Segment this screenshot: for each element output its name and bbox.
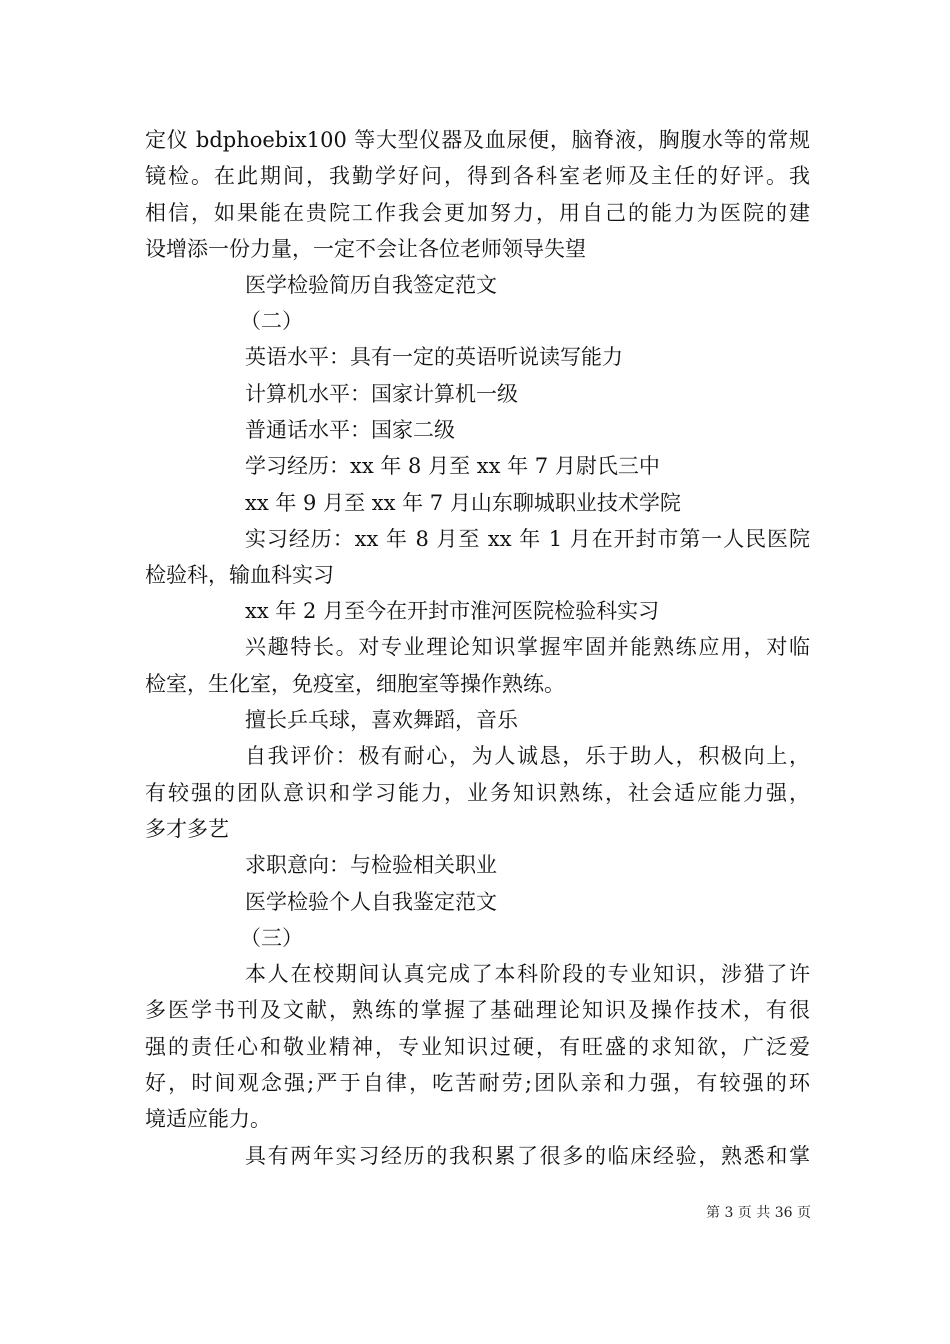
text-line: 有较强的团队意识和学习能力，业务知识熟练，社会适应能力强， [145, 781, 810, 805]
text-line: 实习经历：xx 年 8 月至 xx 年 1 月在开封市第一人民医院 [245, 527, 810, 551]
text-line: 计算机水平：国家计算机一级 [245, 382, 518, 406]
text-line: 英语水平：具有一定的英语听说读写能力 [245, 345, 623, 369]
text-line: 定仪 bdphoebix100 等大型仪器及血尿便，脑脊液，胸腹水等的常规 [145, 128, 810, 152]
text-line: 求职意向：与检验相关职业 [245, 853, 497, 877]
text-line: 本人在校期间认真完成了本科阶段的专业知识，涉猎了许 [245, 962, 810, 986]
text-line: 多才多艺 [145, 817, 229, 841]
text-line: 相信，如果能在贵院工作我会更加努力，用自己的能力为医院的建 [145, 201, 810, 225]
page-number: 第 3 页 共 36 页 [706, 1205, 811, 1221]
section-heading: 医学检验简历自我签定范文 [245, 273, 497, 297]
text-line: 自我评价：极有耐心，为人诚恳，乐于助人，积极向上， [245, 744, 810, 768]
text-line: 镜检。在此期间，我勤学好问，得到各科室老师及主任的好评。我 [145, 164, 810, 188]
text-line: 兴趣特长。对专业理论知识掌握牢固并能熟练应用，对临 [245, 635, 810, 659]
text-line: 境适应能力。 [145, 1107, 271, 1131]
text-line: 擅长乒乓球，喜欢舞蹈，音乐 [245, 708, 518, 732]
text-line: 检室，生化室，免疫室，细胞室等操作熟练。 [145, 672, 565, 696]
text-line: 设增添一份力量，一定不会让各位老师领导失望 [145, 237, 586, 261]
text-line: 学习经历：xx 年 8 月至 xx 年 7 月尉氏三中 [245, 454, 660, 478]
section-number: （三） [240, 926, 303, 950]
section-heading: 医学检验个人自我鉴定范文 [245, 890, 497, 914]
text-line: 具有两年实习经历的我积累了很多的临床经验，熟悉和掌 [245, 1144, 810, 1168]
text-line: 强的责任心和敬业精神，专业知识过硬，有旺盛的求知欲，广泛爱 [145, 1035, 810, 1059]
text-line: 多医学书刊及文献，熟练的掌握了基础理论知识及操作技术，有很 [145, 998, 810, 1022]
text-line: 普通话水平：国家二级 [245, 418, 455, 442]
text-line: xx 年 2 月至今在开封市淮河医院检验科实习 [245, 599, 660, 623]
text-line: 好，时间观念强;严于自律，吃苦耐劳;团队亲和力强，有较强的环 [145, 1071, 810, 1095]
section-number: （二） [240, 309, 303, 333]
text-line: 检验科，输血科实习 [145, 563, 334, 587]
text-line: xx 年 9 月至 xx 年 7 月山东聊城职业技术学院 [245, 491, 681, 515]
